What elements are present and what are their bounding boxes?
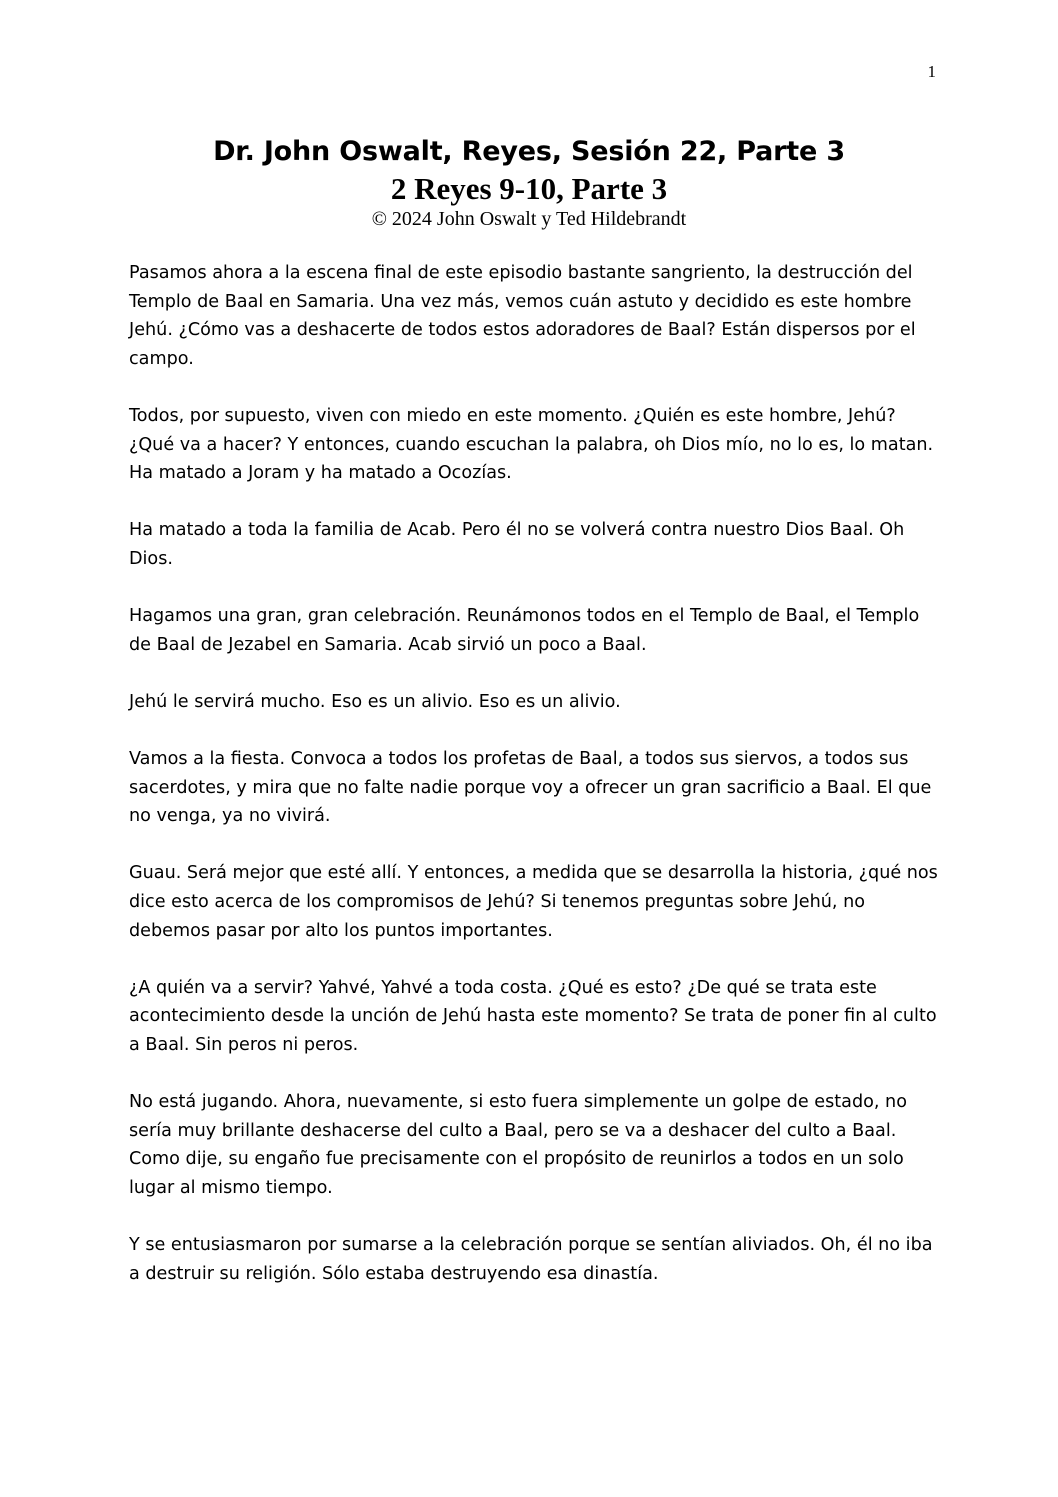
paragraph: Todos, por supuesto, viven con miedo en este momento. ¿Quién es este hombre, Jehú? ¿Qué va a hacer? Y entonces, cuando escuchan la palabra, oh Dios mío, no lo es, lo matan. Ha matado a Joram y ha matado a Ocozías. xyxy=(129,405,934,484)
copyright-line: © 2024 John Oswalt y Ted Hildebrandt xyxy=(371,208,687,230)
paragraph: Vamos a la fiesta. Convoca a todos los profetas de Baal, a todos sus siervos, a todos sus sacerdotes, y mira que no falte nadie porque voy a ofrecer un gran sacrificio a Baal. El que no venga, ya no vivirá. xyxy=(129,749,932,827)
paragraph: Jehú le servirá mucho. Eso es un alivio. Eso es un alivio. xyxy=(129,691,621,712)
paragraph: No está jugando. Ahora, nuevamente, si esto fuera simplemente un golpe de estado, no sería muy brillante deshacerse del culto a Baal, pero se va a deshacer del culto a Baal. Como dije, su engaño fue precisamente con el propósito de reunirlos a todos en un solo lugar al mismo tiempo. xyxy=(129,1092,907,1198)
document-body xyxy=(129,259,939,1317)
document-title: Dr. John Oswalt, Reyes, Sesión 22, Parte 3 xyxy=(213,136,845,167)
page-number: 1 xyxy=(927,62,936,81)
document-header xyxy=(0,134,1058,230)
paragraph: ¿A quién va a servir? Yahvé, Yahvé a toda costa. ¿Qué es esto? ¿De qué se trata este acontecimiento desde la unción de Jehú hasta este momento? Se trata de poner fin al culto a Baal. Sin peros ni peros. xyxy=(129,977,937,1056)
document-subtitle: 2 Reyes 9-10, Parte 3 xyxy=(390,171,668,206)
paragraph: Y se entusiasmaron por sumarse a la celebración porque se sentían aliviados. Oh, él no iba a destruir su religión. Sólo estaba destruyendo esa dinastía. xyxy=(129,1235,933,1284)
paragraph: Pasamos ahora a la escena final de este episodio bastante sangriento, la destrucción del Templo de Baal en Samaria. Una vez más, vemos cuán astuto y decidido es este hombre Jehú. ¿Cómo vas a deshacerte de todos estos adoradores de Baal? Están dispersos por el campo. xyxy=(129,263,916,369)
paragraph: Ha matado a toda la familia de Acab. Pero él no se volverá contra nuestro Dios Baal. Oh Dios. xyxy=(129,520,905,569)
paragraph: Guau. Será mejor que esté allí. Y entonces, a medida que se desarrolla la historia, ¿qué nos dice esto acerca de los compromisos de Jehú? Si tenemos preguntas sobre Jehú, no debemos pasar por alto los puntos importantes. xyxy=(129,863,938,941)
paragraph: Hagamos una gran, gran celebración. Reunámonos todos en el Templo de Baal, el Templo de Baal de Jezabel en Samaria. Acab sirvió un poco a Baal. xyxy=(129,606,920,655)
